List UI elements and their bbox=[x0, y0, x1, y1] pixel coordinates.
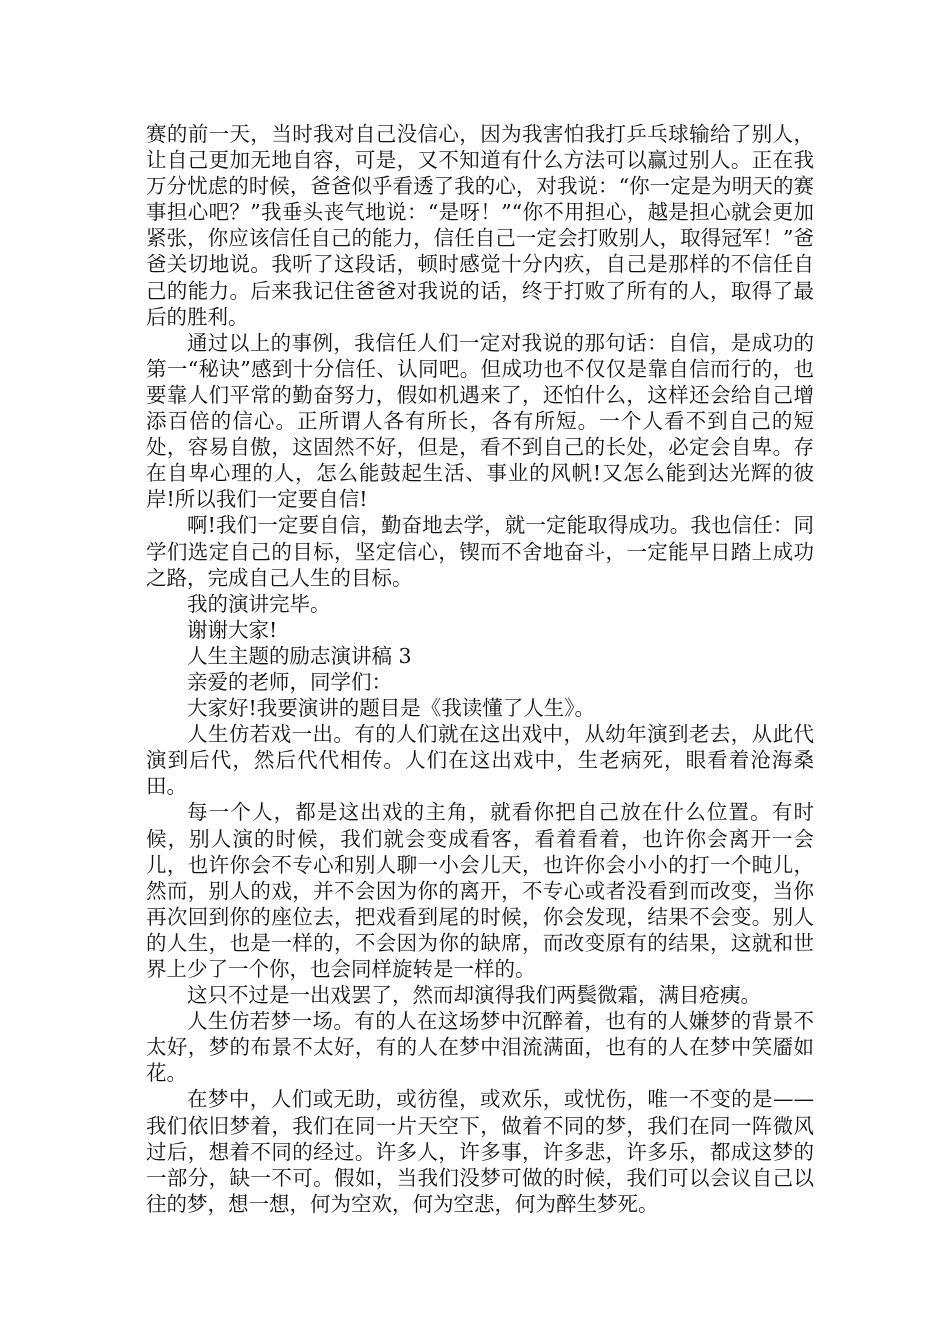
salutation: 亲爱的老师，同学们： bbox=[187, 669, 392, 694]
paragraph: 人生仿若戏一出。有的人们就在这出戏中，从幼年演到老去，从此代演到后代，然后代代相传。人们在这出戏中，生老病死，眼看着沧海桑田。 bbox=[146, 722, 814, 799]
paragraph-closing: 我的演讲完毕。 bbox=[187, 591, 331, 616]
paragraph-greeting: 大家好!我要演讲的题目是《我读懂了人生》。 bbox=[187, 696, 595, 721]
document-body bbox=[146, 121, 814, 1217]
paragraph: 啊!我们一定要自信，勤奋地去学，就一定能取得成功。我也信任：同学们选定自己的目标，坚定信心，锲而不舍地奋斗，一定能早日踏上成功之路，完成自己人生的目标。 bbox=[146, 513, 814, 590]
paragraph: 通过以上的事例，我信任人们一定对我说的那句话：自信，是成功的第一“秘诀”感到十分信任、认同吧。但成功也不仅仅是靠自信而行的，也要靠人们平常的勤奋努力，假如机遇来了，还怕什么，这样还会给自己增添百倍的信心。正所谓人各有所长，各有所短。一个人看不到自己的短处，容易自傲，这固然不好，但是，看不到自己的长处，必定会自卑。存在自卑心理的人，怎么能鼓起生活、事业的风帆!又怎么能到达光辉的彼岸!所以我们一定要自信! bbox=[146, 330, 814, 512]
paragraph: 赛的前一天，当时我对自己没信心，因为我害怕我打乒乓球输给了别人，让自己更加无地自容，可是，又不知道有什么方法可以赢过别人。正在我万分忧虑的时候，爸爸似乎看透了我的心，对我说：“你一定是为明天的赛事担心吧？”我垂头丧气地说：“是呀！”“你不用担心，越是担心就会更加紧张，你应该信任自己的能力，信任自己一定会打败别人，取得冠军！”爸爸关切地说。我听了这段话，顿时感觉十分内疚，自己是那样的不信任自己的能力。后来我记住爸爸对我说的话，终于打败了所有的人，取得了最后的胜利。 bbox=[146, 122, 814, 329]
paragraph-thanks: 谢谢大家! bbox=[187, 617, 278, 642]
paragraph: 在梦中，人们或无助，或彷徨，或欢乐，或忧伤，唯一不变的是——我们依旧梦着，我们在同一片天空下，做着不同的梦，我们在同一阵微风过后，想着不同的经过。许多人，许多事，许多悲，许多乐，都成这梦的一部分，缺一不可。假如，当我们没梦可做的时候，我们可以会议自己以往的梦，想一想，何为空欢，何为空悲，何为醉生梦死。 bbox=[146, 1087, 814, 1216]
paragraph: 每一个人，都是这出戏的主角，就看你把自己放在什么位置。有时候，别人演的时候，我们就会变成看客，看着看着，也许你会离开一会儿，也许你会不专心和别人聊一小会儿天，也许你会小小的打一个盹儿，然而，别人的戏，并不会因为你的离开，不专心或者没看到而改变，当你再次回到你的座位去，把戏看到尾的时候，你会发现，结果不会变。别人的人生，也是一样的，不会因为你的缺席，而改变原有的结果，这就和世界上少了一个你，也会同样旋转是一样的。 bbox=[146, 800, 814, 981]
paragraph: 人生仿若梦一场。有的人在这场梦中沉醉着，也有的人嫌梦的背景不太好，梦的布景不太好，有的人在梦中泪流满面，也有的人在梦中笑靥如花。 bbox=[146, 1009, 814, 1086]
section-title: 人生主题的励志演讲稿 3 bbox=[187, 643, 412, 668]
paragraph: 这只不过是一出戏罢了，然而却演得我们两鬓微霜，满目疮痍。 bbox=[187, 983, 761, 1008]
